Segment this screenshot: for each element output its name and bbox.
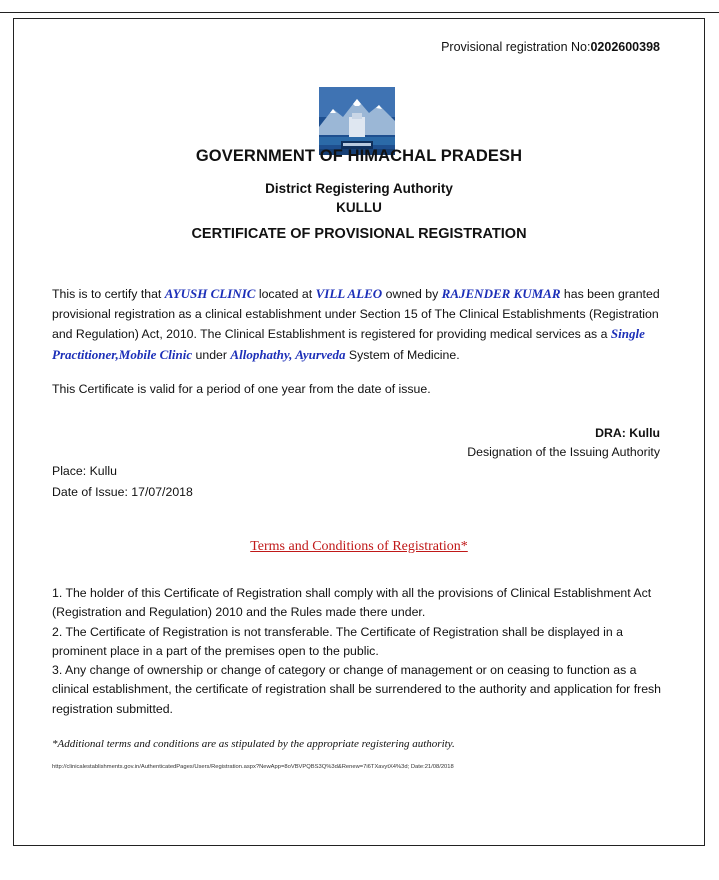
clinic-name: AYUSH CLINIC xyxy=(164,286,256,301)
owner-name: RAJENDER KUMAR xyxy=(441,286,561,301)
certificate-title: CERTIFICATE OF PROVISIONAL REGISTRATION xyxy=(191,226,527,242)
district-title: KULLU xyxy=(336,200,382,215)
term-item: 2. The Certificate of Registration is not transferable. The Certificate of Registration shall be displayed in a prominent place in a part of the premises open to the public. xyxy=(52,624,623,658)
dra-signatory: DRA: Kullu xyxy=(595,426,660,440)
registration-number-label: Provisional registration No: xyxy=(441,40,591,54)
clinic-location: VILL ALEO xyxy=(315,286,383,301)
term-item: 1. The holder of this Certificate of Registration shall comply with all the provisions of Clinical Establishment Act (Registration and Regulation) 2010 and the Rules made there under. xyxy=(52,586,652,620)
cert-text-6: System of Medicine. xyxy=(345,347,460,362)
authority-title: District Registering Authority xyxy=(265,181,453,196)
terms-list xyxy=(52,584,670,719)
top-divider xyxy=(0,12,719,13)
cert-text-4: has been granted provisional registration as a clinical establishment under Section 15 of The Clinical Establishments (Registration and Regulation) Act, 2010. The Clinical Establishment is registered for providing medical services as a xyxy=(52,287,660,341)
terms-footnote: *Additional terms and conditions are as stipulated by the appropriate registering authority. xyxy=(52,738,455,750)
place-of-issue: Place: Kullu xyxy=(52,464,117,478)
issuing-authority-designation: Designation of the Issuing Authority xyxy=(467,445,660,459)
himachal-pradesh-emblem-icon xyxy=(319,87,395,155)
term-item: 3. Any change of ownership or change of category or change of management or on ceasing to function as a clinical establishment, the certificate of registration shall be surrendered to the authority and application for fresh registration submitted. xyxy=(52,663,662,716)
cert-text-2: located at xyxy=(255,287,316,301)
source-url: http://clinicalestablishments.gov.in/AuthenticatedPages/Users/Registration.aspx?NewApp=8oVBVPQBS3Q%3d&Renew=7i6TXavytX4%3d; Date:21/08/2018 xyxy=(52,764,454,770)
government-title: GOVERNMENT OF HIMACHAL PRADESH xyxy=(195,147,523,165)
medicine-system: Allophathy, Ayurveda xyxy=(230,346,346,362)
validity-statement: This Certificate is valid for a period of one year from the date of issue. xyxy=(52,382,431,396)
establishment-category: Single Practitioner,Mobile Clinic xyxy=(52,326,645,362)
cert-text-5: under xyxy=(192,347,231,362)
date-of-issue: Date of Issue: 17/07/2018 xyxy=(52,485,193,499)
registration-number xyxy=(441,40,660,54)
registration-number-value: 0202600398 xyxy=(590,40,660,54)
certification-paragraph xyxy=(52,284,664,365)
cert-text-1: This is to certify that xyxy=(52,287,165,301)
certificate-document xyxy=(13,18,705,846)
cert-text-3: owned by xyxy=(382,287,442,301)
terms-heading: Terms and Conditions of Registration* xyxy=(250,539,468,554)
